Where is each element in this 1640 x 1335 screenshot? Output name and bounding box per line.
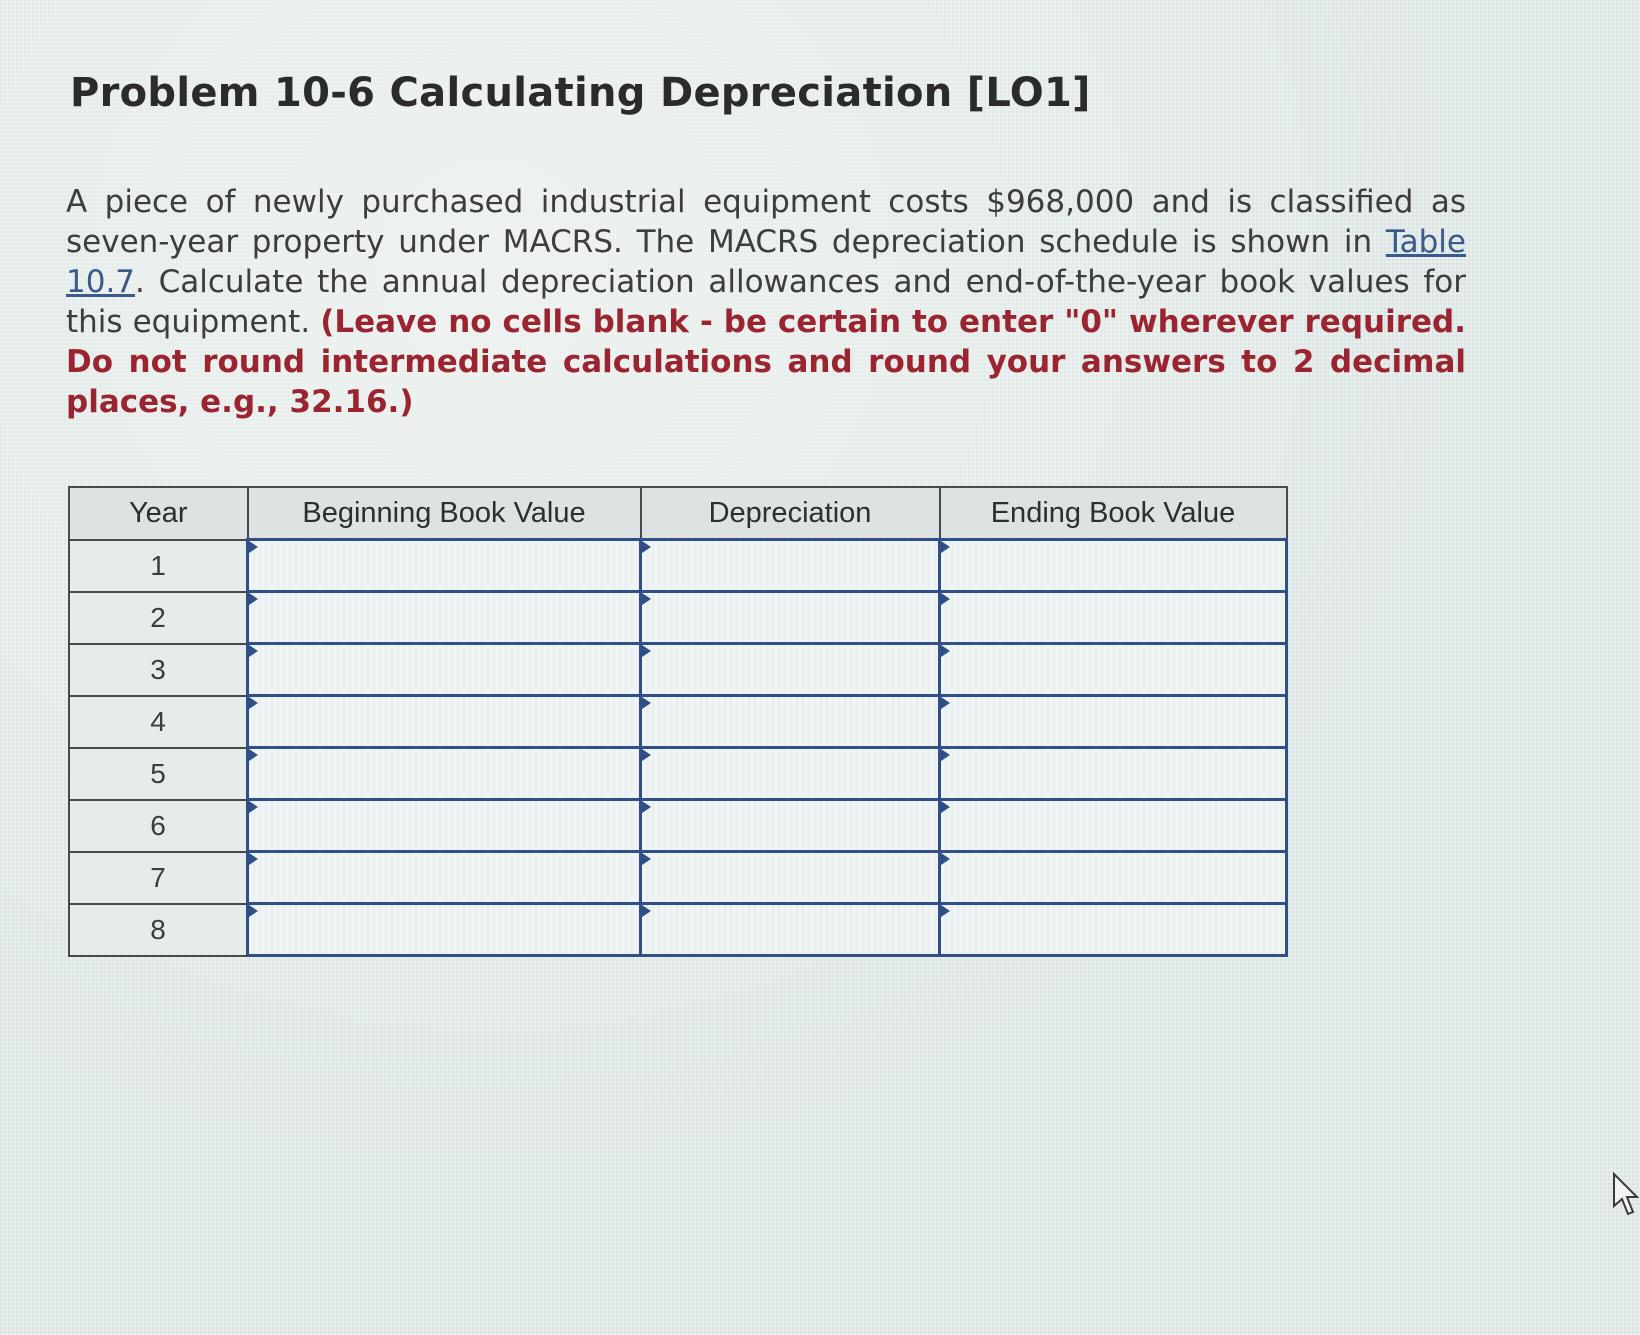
ending-book-value-input[interactable] (941, 853, 1285, 902)
year-cell: 4 (69, 696, 248, 748)
depreciation-cell (641, 644, 940, 696)
beginning-book-value-input[interactable] (249, 697, 639, 746)
beginning-book-value-input[interactable] (249, 541, 639, 590)
beginning-book-value-cell (248, 696, 641, 748)
depreciation-cell (641, 904, 940, 956)
year-cell: 7 (69, 852, 248, 904)
header-beginning-book-value: Beginning Book Value (248, 487, 641, 540)
table-row (69, 748, 1287, 800)
depreciation-input[interactable] (642, 749, 938, 798)
beginning-book-value-input[interactable] (249, 593, 639, 642)
ending-book-value-cell (940, 696, 1287, 748)
beginning-book-value-cell (248, 904, 641, 956)
beginning-book-value-input[interactable] (249, 801, 639, 850)
table-row (69, 696, 1287, 748)
ending-book-value-cell (940, 644, 1287, 696)
ending-book-value-cell (940, 540, 1287, 592)
depreciation-cell (641, 696, 940, 748)
ending-book-value-input[interactable] (941, 749, 1285, 798)
beginning-book-value-cell (248, 540, 641, 592)
beginning-book-value-cell (248, 748, 641, 800)
year-cell: 6 (69, 800, 248, 852)
depreciation-cell (641, 852, 940, 904)
depreciation-cell (641, 540, 940, 592)
table-header-row (69, 487, 1287, 540)
beginning-book-value-input[interactable] (249, 645, 639, 694)
depreciation-table (68, 486, 1288, 957)
year-cell: 2 (69, 592, 248, 644)
ending-book-value-input[interactable] (941, 801, 1285, 850)
page-title: Problem 10-6 Calculating Depreciation [LO1] (70, 70, 1091, 116)
beginning-book-value-input[interactable] (249, 905, 639, 954)
mouse-pointer-icon (1612, 1172, 1640, 1218)
year-cell: 1 (69, 540, 248, 592)
table-row (69, 904, 1287, 956)
ending-book-value-cell (940, 800, 1287, 852)
problem-text-task: . Calculate the annual depreciation allowances and end-of-the-year book values for this equipment. (66, 264, 1466, 340)
ending-book-value-cell (940, 904, 1287, 956)
ending-book-value-input[interactable] (941, 593, 1285, 642)
ending-book-value-cell (940, 852, 1287, 904)
depreciation-input[interactable] (642, 593, 938, 642)
depreciation-input[interactable] (642, 645, 938, 694)
ending-book-value-input[interactable] (941, 541, 1285, 590)
header-ending-book-value: Ending Book Value (940, 487, 1287, 540)
problem-statement (66, 182, 1466, 422)
beginning-book-value-cell (248, 800, 641, 852)
table-row (69, 852, 1287, 904)
table-body (69, 540, 1287, 956)
table-row (69, 644, 1287, 696)
depreciation-input[interactable] (642, 697, 938, 746)
beginning-book-value-input[interactable] (249, 749, 639, 798)
ending-book-value-input[interactable] (941, 645, 1285, 694)
beginning-book-value-cell (248, 592, 641, 644)
ending-book-value-cell (940, 592, 1287, 644)
year-cell: 3 (69, 644, 248, 696)
depreciation-cell (641, 592, 940, 644)
beginning-book-value-cell (248, 644, 641, 696)
problem-text-intro: A piece of newly purchased industrial equipment costs $968,000 and is classified as seven-year property under MACRS. The MACRS depreciation schedule is shown in (66, 184, 1466, 260)
table-row (69, 540, 1287, 592)
depreciation-input[interactable] (642, 541, 938, 590)
year-cell: 8 (69, 904, 248, 956)
table-row (69, 800, 1287, 852)
depreciation-input[interactable] (642, 801, 938, 850)
depreciation-input[interactable] (642, 853, 938, 902)
table-10-7-link[interactable]: Table 10.7 (66, 224, 1466, 300)
beginning-book-value-input[interactable] (249, 853, 639, 902)
ending-book-value-input[interactable] (941, 905, 1285, 954)
year-cell: 5 (69, 748, 248, 800)
depreciation-cell (641, 800, 940, 852)
header-year: Year (69, 487, 248, 540)
table-row (69, 592, 1287, 644)
depreciation-cell (641, 748, 940, 800)
ending-book-value-cell (940, 748, 1287, 800)
answer-instructions: (Leave no cells blank - be certain to enter "0" wherever required. Do not round intermediate calculations and round your answers to 2 decimal places, e.g., 32.16.) (66, 304, 1466, 420)
ending-book-value-input[interactable] (941, 697, 1285, 746)
depreciation-input[interactable] (642, 905, 938, 954)
beginning-book-value-cell (248, 852, 641, 904)
header-depreciation: Depreciation (641, 487, 940, 540)
